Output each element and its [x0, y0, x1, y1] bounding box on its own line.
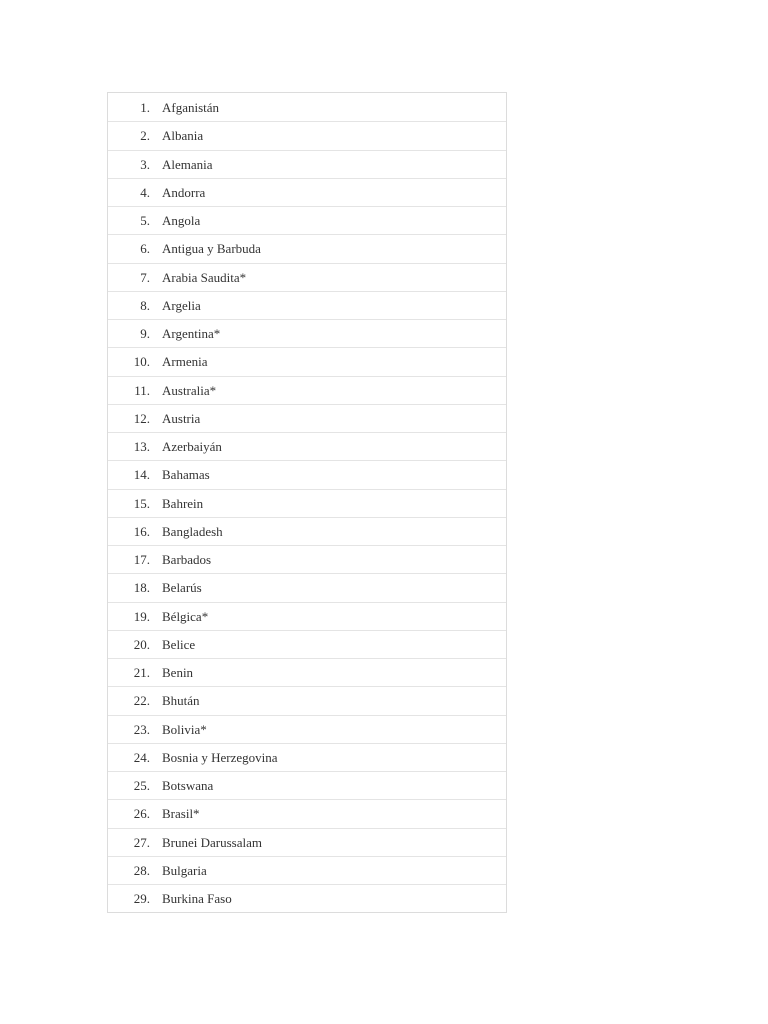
- item-number: 3.: [140, 156, 150, 172]
- item-number: 16.: [133, 523, 150, 539]
- list-item: [108, 715, 506, 743]
- item-number: 19.: [133, 608, 150, 624]
- country-name: Argentina*: [162, 326, 221, 342]
- item-number: 6.: [140, 241, 150, 257]
- item-number: 26.: [133, 806, 150, 822]
- country-name: Bhután: [162, 693, 200, 709]
- item-number: 28.: [133, 862, 150, 878]
- item-number: 27.: [133, 834, 150, 850]
- country-name: Bolivia*: [162, 721, 207, 737]
- country-name: Alemania: [162, 156, 213, 172]
- list-item: [108, 347, 506, 375]
- list-item: [108, 460, 506, 488]
- country-name: Afganistán: [162, 99, 220, 115]
- list-item: [108, 178, 506, 206]
- list-item: [108, 856, 506, 884]
- item-number: 18.: [133, 580, 150, 596]
- item-number: 5.: [140, 213, 150, 229]
- list-item: [108, 291, 506, 319]
- country-name: Armenia: [162, 354, 208, 370]
- item-number: 20.: [133, 636, 150, 652]
- list-item: [108, 771, 506, 799]
- list-item: [108, 828, 506, 856]
- list-item: [108, 884, 506, 912]
- list-item: [108, 404, 506, 432]
- item-number: 10.: [133, 354, 150, 370]
- country-name: Angola: [162, 213, 201, 229]
- country-name: Antigua y Barbuda: [162, 241, 261, 257]
- item-number: 22.: [133, 693, 150, 709]
- country-name: Argelia: [162, 297, 201, 313]
- country-name: Bahamas: [162, 467, 210, 483]
- list-item: [108, 376, 506, 404]
- item-number: 17.: [133, 552, 150, 568]
- list-item: [108, 432, 506, 460]
- list-item: [108, 489, 506, 517]
- country-name: Brunei Darussalam: [162, 834, 263, 850]
- list-item: [108, 206, 506, 234]
- country-name: Brasil*: [162, 806, 200, 822]
- country-name: Bosnia y Herzegovina: [162, 749, 278, 765]
- country-name: Botswana: [162, 778, 214, 794]
- item-number: 25.: [133, 778, 150, 794]
- item-number: 1.: [140, 99, 150, 115]
- item-number: 8.: [140, 297, 150, 313]
- item-number: 4.: [140, 184, 150, 200]
- item-number: 15.: [133, 495, 150, 511]
- country-name: Azerbaiyán: [162, 439, 222, 455]
- country-name: Bahrein: [162, 495, 204, 511]
- item-number: 24.: [133, 749, 150, 765]
- list-item: [108, 686, 506, 714]
- item-number: 13.: [133, 439, 150, 455]
- list-item: [108, 93, 506, 121]
- country-name: Bangladesh: [162, 523, 223, 539]
- list-item: [108, 799, 506, 827]
- country-name: Austria: [162, 410, 201, 426]
- country-name: Albania: [162, 128, 204, 144]
- item-number: 9.: [140, 326, 150, 342]
- list-item: [108, 319, 506, 347]
- item-number: 29.: [133, 891, 150, 907]
- item-number: 2.: [140, 128, 150, 144]
- list-item: [108, 630, 506, 658]
- item-number: 12.: [133, 410, 150, 426]
- country-name: Belarús: [162, 580, 202, 596]
- country-name: Belice: [162, 636, 196, 652]
- list-item: [108, 602, 506, 630]
- country-name: Barbados: [162, 552, 212, 568]
- list-item: [108, 573, 506, 601]
- country-name: Bulgaria: [162, 862, 207, 878]
- list-item: [108, 658, 506, 686]
- item-number: 23.: [133, 721, 150, 737]
- country-name: Bélgica*: [162, 608, 209, 624]
- list-item: [108, 545, 506, 573]
- list-item: [108, 263, 506, 291]
- list-item: [108, 121, 506, 149]
- country-name: Australia*: [162, 382, 217, 398]
- item-number: 7.: [140, 269, 150, 285]
- item-number: 14.: [133, 467, 150, 483]
- country-list-table: [107, 92, 507, 913]
- list-item: [108, 234, 506, 262]
- country-name: Burkina Faso: [162, 891, 232, 907]
- country-name: Arabia Saudita*: [162, 269, 247, 285]
- country-name: Andorra: [162, 184, 206, 200]
- list-item: [108, 517, 506, 545]
- item-number: 21.: [133, 665, 150, 681]
- item-number: 11.: [134, 382, 150, 398]
- country-name: Benin: [162, 665, 194, 681]
- list-item: [108, 743, 506, 771]
- list-item: [108, 150, 506, 178]
